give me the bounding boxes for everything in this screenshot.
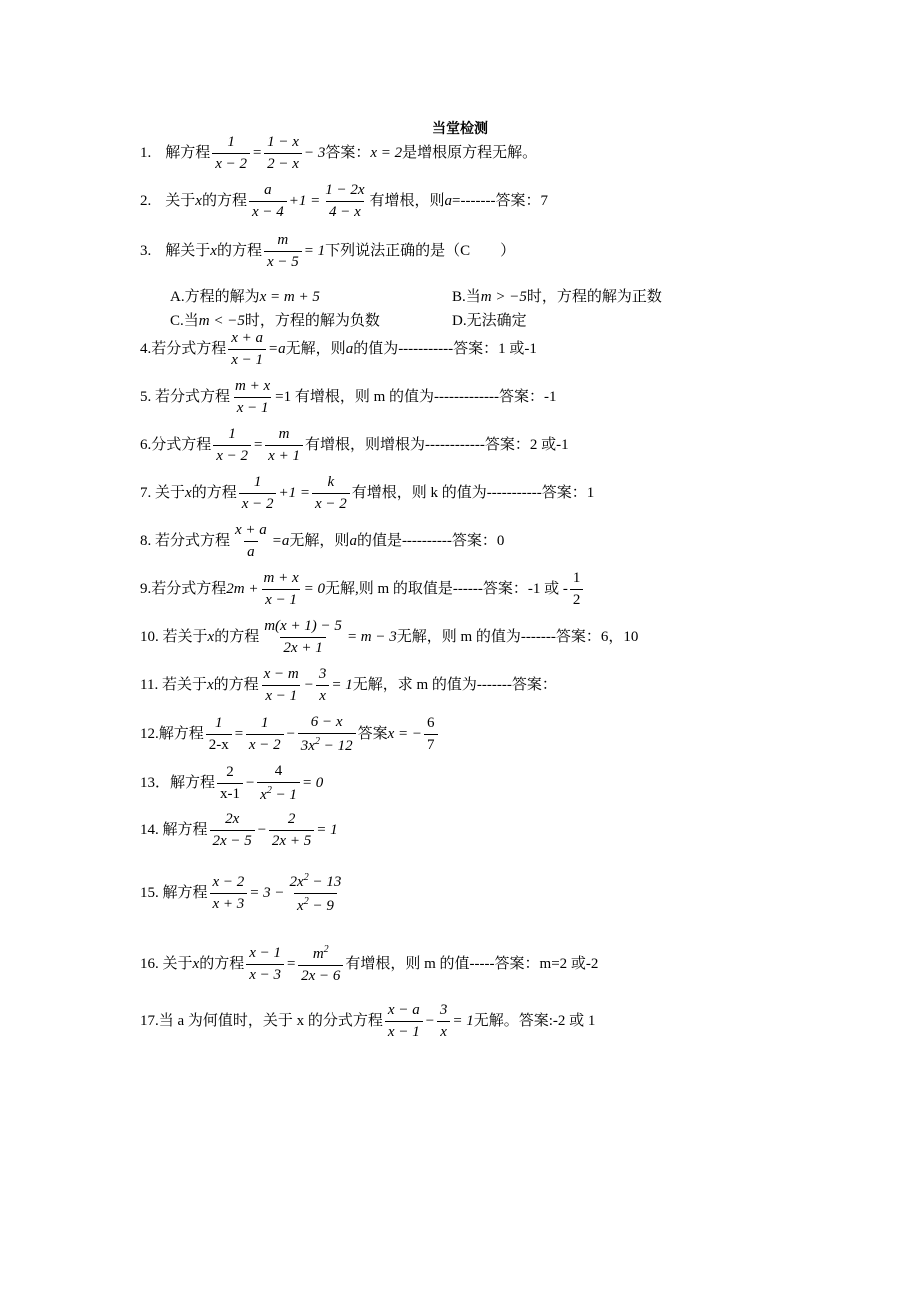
- denominator: 4 − x: [326, 201, 364, 220]
- answer-text: =-------答案：7: [452, 193, 548, 209]
- question-text: 无解，则: [289, 533, 350, 549]
- option-math: m < −5: [198, 313, 245, 329]
- question-text: 下列说法正确的是（C ）: [325, 243, 516, 259]
- fraction: [264, 233, 302, 270]
- math-expression: = 3 −: [249, 885, 285, 901]
- fraction: [322, 183, 367, 220]
- math-symbol: −: [245, 775, 256, 791]
- math-expression: = 0: [303, 581, 325, 597]
- denominator: x + 3: [210, 893, 248, 912]
- question-1: [140, 135, 537, 172]
- numerator: 4: [274, 763, 283, 779]
- math-symbol: =: [285, 956, 297, 972]
- denominator: [257, 782, 300, 803]
- fraction: [210, 812, 255, 849]
- question-text: 的方程: [216, 243, 262, 259]
- denominator: x-1: [217, 783, 243, 802]
- question-text: 11. 若关于: [140, 677, 207, 693]
- denominator: 7: [424, 734, 438, 753]
- numerator: [310, 945, 332, 965]
- numerator: 1: [228, 426, 236, 442]
- denominator: x − 1: [234, 397, 272, 416]
- option-math: m > −5: [480, 289, 527, 305]
- fraction: [570, 571, 584, 608]
- denominator: 2: [570, 589, 584, 608]
- numerator: 3: [318, 666, 327, 682]
- option-math: x = m + 5: [259, 289, 320, 305]
- denominator: x − 2: [246, 734, 284, 753]
- question-11: [140, 667, 557, 704]
- denominator: x: [316, 685, 329, 704]
- question-5: [140, 379, 556, 416]
- denominator: x − 4: [249, 201, 287, 220]
- fraction: [239, 475, 277, 512]
- math-expression: = m − 3: [346, 629, 397, 645]
- numerator: a: [264, 182, 272, 198]
- fraction: [265, 427, 303, 464]
- question-text: 有增根，则: [369, 193, 445, 209]
- question-14: [140, 812, 338, 849]
- math-variable: x: [206, 677, 214, 693]
- math-expression: = 0: [301, 775, 324, 791]
- exponent: 2: [303, 872, 309, 883]
- answer-math: x = 2: [370, 145, 403, 161]
- math-symbol: =: [271, 533, 282, 549]
- option-d: [452, 309, 527, 330]
- question-number: 2.: [140, 193, 152, 209]
- page-title: 当堂检测: [432, 121, 488, 137]
- denominator: x − 2: [239, 493, 277, 512]
- option-c: [170, 309, 380, 330]
- numerator: 2x: [225, 811, 240, 827]
- denominator: 2x − 6: [298, 965, 343, 984]
- option-text: C.当: [170, 313, 199, 329]
- numerator: x − m: [263, 666, 299, 682]
- question-text: 15. 解方程: [140, 885, 208, 901]
- fraction: [246, 946, 284, 983]
- math-variable: a: [349, 533, 357, 549]
- denominator: x − 2: [212, 153, 250, 172]
- exponent: 2: [266, 785, 272, 796]
- fraction: [424, 716, 438, 753]
- fraction: [212, 135, 250, 172]
- denominator-part: − 1: [271, 787, 297, 803]
- answer-text: 的值是----------答案：0: [356, 533, 505, 549]
- question-text: 8. 若分式方程: [140, 533, 231, 549]
- question-text: 解关于: [165, 243, 211, 259]
- numerator: 2: [226, 764, 234, 780]
- answer-text: 有增根，则增根为------------答案：2 或-1: [304, 437, 569, 453]
- denominator: x − 2: [213, 445, 251, 464]
- numerator-part: 2x: [289, 874, 304, 890]
- denominator: 2x + 1: [280, 637, 325, 656]
- math-variable: x: [195, 193, 202, 209]
- fraction: [213, 427, 251, 464]
- math-symbol: −: [424, 1013, 435, 1029]
- question-text: 17.当 a 为何值时，关于 x 的分式方程: [140, 1013, 383, 1029]
- option-text: A.方程的解为: [170, 289, 260, 305]
- numerator: 6: [427, 715, 435, 731]
- fraction: [232, 379, 273, 416]
- numerator: 1: [253, 474, 262, 490]
- question-number: 3.: [140, 243, 152, 259]
- numerator-part: m: [312, 946, 324, 962]
- answer-text: 无解,则 m 的取值是------答案：-1 或 -: [324, 581, 568, 597]
- question-3: [140, 233, 515, 270]
- denominator: 2 − x: [264, 153, 302, 172]
- denominator: x: [437, 1021, 450, 1040]
- question-text: 的方程: [214, 629, 260, 645]
- question-text: 无解，则: [285, 341, 346, 357]
- option-text: 时，方程的解为正数: [526, 289, 662, 305]
- fraction: [206, 716, 232, 753]
- denominator-part: − 9: [308, 898, 334, 914]
- answer-text: 无解。答案:-2 或 1: [473, 1013, 596, 1029]
- denominator: x − 1: [385, 1021, 423, 1040]
- question-text: 的方程: [201, 193, 247, 209]
- answer-math: x = −: [387, 726, 423, 742]
- numerator: m + x: [235, 378, 271, 394]
- fraction: [257, 764, 300, 803]
- numerator: 2: [287, 811, 296, 827]
- question-text: 12.解方程: [140, 726, 204, 742]
- question-text: 16. 关于: [140, 956, 193, 972]
- question-2: [140, 183, 548, 220]
- fraction: [232, 523, 270, 560]
- question-7: [140, 475, 594, 512]
- question-text: 9.若分式方程: [140, 581, 227, 597]
- question-text: 解方程: [165, 145, 211, 161]
- denominator: x + 1: [265, 445, 303, 464]
- numerator: k: [327, 474, 335, 490]
- question-text: 4.若分式方程: [140, 341, 227, 357]
- fraction: [437, 1003, 451, 1040]
- numerator: 6 − x: [310, 714, 343, 730]
- math-expression: − 3: [303, 145, 326, 161]
- question-13: [140, 764, 323, 803]
- question-8: [140, 523, 504, 560]
- fraction: [246, 716, 284, 753]
- fraction: [287, 873, 345, 914]
- question-text: 5. 若分式方程: [140, 389, 231, 405]
- numerator: m: [278, 426, 290, 442]
- numerator: 1: [261, 715, 269, 731]
- numerator-part: − 13: [308, 874, 342, 890]
- answer-text: =1 有增根，则 m 的值为-------------答案：-1: [275, 389, 557, 405]
- fraction: [217, 765, 243, 802]
- answer-text: 无解，求 m 的值为-------答案：: [352, 677, 557, 693]
- question-9: [140, 571, 585, 608]
- question-text: 10. 若关于: [140, 629, 208, 645]
- denominator: 2x − 5: [210, 830, 255, 849]
- math-symbol: =: [252, 145, 263, 161]
- question-17: [140, 1003, 595, 1040]
- denominator: x − 5: [264, 251, 302, 270]
- denominator: 2-x: [206, 734, 232, 753]
- numerator: 1: [572, 570, 581, 586]
- denominator: x − 3: [246, 964, 284, 983]
- denominator-part: − 12: [319, 738, 353, 754]
- option-text: B.当: [452, 289, 481, 305]
- numerator: x − 2: [212, 874, 245, 890]
- question-12: [140, 715, 440, 754]
- question-4: [140, 331, 537, 368]
- math-expression: = 1: [316, 822, 338, 838]
- fraction: [261, 619, 345, 656]
- question-6: [140, 427, 569, 464]
- question-text: 的方程: [191, 485, 237, 501]
- math-variable: a: [345, 341, 354, 357]
- answer-text: 的值为-----------答案：1 或-1: [353, 341, 537, 357]
- denominator-part: x: [297, 898, 304, 914]
- denominator: 2x + 5: [269, 830, 314, 849]
- denominator: a: [244, 541, 258, 560]
- math-expression: 2m +: [226, 581, 259, 597]
- fraction: [261, 667, 302, 704]
- option-text: D.无法确定: [452, 313, 527, 329]
- exponent: 2: [323, 944, 329, 955]
- denominator: x − 1: [262, 589, 300, 608]
- question-text: 6.分式方程: [140, 437, 212, 453]
- denominator: [298, 733, 356, 754]
- denominator-part: 3x: [300, 738, 315, 754]
- denominator: x − 1: [228, 349, 266, 368]
- answer-text: 有增根，则 m 的值-----答案：m=2 或-2: [345, 956, 599, 972]
- fraction: [264, 135, 302, 172]
- numerator: x + a: [231, 330, 264, 346]
- answer-text: 无解，则 m 的值为-------答案：6，10: [396, 629, 639, 645]
- option-a: [170, 285, 320, 306]
- math-expression: = 1: [331, 677, 353, 693]
- numerator: 1 − x: [267, 134, 299, 150]
- answer-label: 答案：: [325, 145, 371, 161]
- fraction: [269, 812, 314, 849]
- math-variable: x: [185, 485, 192, 501]
- denominator-part: x: [260, 787, 267, 803]
- math-expression: = 1: [303, 243, 326, 259]
- fraction: [210, 875, 248, 912]
- numerator: 3: [439, 1002, 448, 1018]
- fraction: [249, 183, 287, 220]
- question-15: [140, 873, 346, 914]
- fraction: [298, 945, 343, 984]
- option-b: [452, 285, 662, 306]
- math-variable: a: [444, 193, 453, 209]
- math-expression: +1 =: [278, 485, 310, 501]
- question-text: 13．解方程: [140, 775, 216, 791]
- math-expression: = 1: [452, 1013, 474, 1029]
- math-symbol: −: [256, 822, 267, 838]
- numerator: m: [277, 232, 289, 248]
- fraction: [316, 667, 330, 704]
- math-variable: x: [192, 956, 200, 972]
- numerator: x + a: [235, 522, 267, 538]
- answer-text: 有增根，则 k 的值为-----------答案：1: [351, 485, 595, 501]
- fraction: [228, 331, 266, 368]
- fraction: [312, 475, 350, 512]
- answer-label: 答案: [357, 726, 388, 742]
- fraction: [385, 1003, 423, 1040]
- question-text: 关于: [165, 193, 196, 209]
- math-symbol: −: [285, 726, 296, 742]
- math-variable: x: [210, 243, 217, 259]
- question-text: 的方程: [213, 677, 259, 693]
- denominator: x − 2: [312, 493, 350, 512]
- math-variable: a: [281, 533, 290, 549]
- numerator: m + x: [263, 570, 299, 586]
- math-symbol: =: [268, 341, 279, 357]
- numerator: 1 − 2x: [325, 182, 365, 198]
- numerator: 1: [215, 715, 223, 731]
- fraction: [260, 571, 301, 608]
- math-symbol: =: [233, 726, 244, 742]
- answer-text: 是增根原方程无解。: [402, 145, 538, 161]
- question-number: 1.: [140, 145, 152, 161]
- numerator: x − a: [387, 1002, 420, 1018]
- math-symbol: −: [303, 677, 314, 693]
- math-variable: a: [278, 341, 286, 357]
- question-16: [140, 945, 598, 984]
- math-variable: x: [207, 629, 215, 645]
- denominator: [294, 893, 337, 914]
- denominator: x − 1: [262, 685, 300, 704]
- numerator: x − 1: [249, 945, 281, 961]
- fraction: [298, 715, 356, 754]
- numerator: [287, 873, 345, 893]
- question-text: 7. 关于: [140, 485, 186, 501]
- question-text: 14. 解方程: [140, 822, 208, 838]
- math-symbol: =: [253, 437, 264, 453]
- math-expression: +1 =: [288, 193, 321, 209]
- question-10: [140, 619, 638, 656]
- numerator: m(x + 1) − 5: [264, 618, 342, 634]
- numerator: 1: [227, 134, 235, 150]
- question-text: 的方程: [199, 956, 245, 972]
- option-text: 时，方程的解为负数: [244, 313, 380, 329]
- exponent: 2: [303, 896, 309, 907]
- exponent: 2: [314, 736, 320, 747]
